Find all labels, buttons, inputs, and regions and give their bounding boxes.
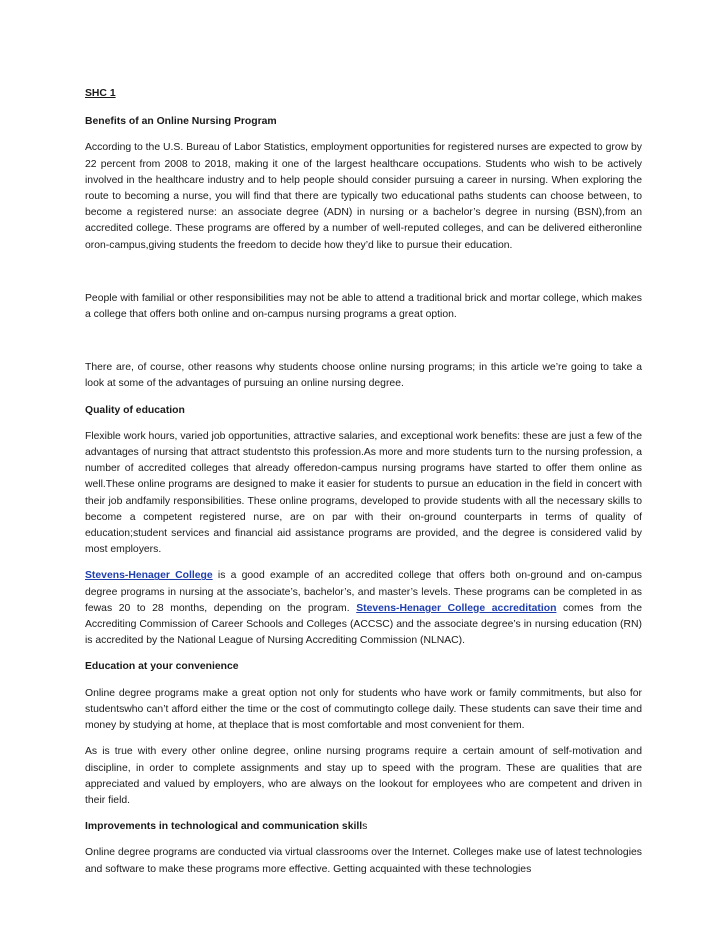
intro-paragraph: According to the U.S. Bureau of Labor Statistics, employment opportunities for registered nurses are expected to grow by 22 percent from 2008 to 2018, making it one of the largest healthcare occupations. Students who wish to be actively involved in the healthcare industry and to help people should consider pursuing a career in nursing. When exploring the route to becoming a nurse, you will find that there are typically two educational paths students can choose between, to become a registered nurse: an associate degree (ADN) in nursing or a bachelor’s degree in nursing (BSN),from an accredited college. These programs are offered by a number of well-reputed colleges, and can be delivered eitheronline oron-campus,giving students the freedom to decide how they’d like to pursue their education. xyxy=(85,142,642,251)
stevens-text-2: comes from the Accrediting Commission of Career Schools and Colleges (ACCSC) and the associate degree’s in nursing education (RN) is accredited by the National League of Nursing Accrediting Commission (NLNAC). xyxy=(85,602,642,647)
heading-quality-of-education: Quality of education xyxy=(85,404,185,416)
document-page xyxy=(85,86,642,878)
heading-tech-tail: s xyxy=(362,821,368,833)
heading-education-convenience: Education at your convenience xyxy=(85,661,239,673)
document-code: SHC 1 xyxy=(85,88,116,99)
technology-paragraph: Online degree programs are conducted via virtual classrooms over the Internet. Colleges make use of latest technologies and software to make these programs more effective. Getting acquainted with these technologies xyxy=(85,847,642,875)
stevens-henager-college-link[interactable]: Stevens-Henager College xyxy=(85,570,213,582)
quality-paragraph: Flexible work hours, varied job opportunities, attractive salaries, and exceptional work benefits: these are just a few of the advantages of nursing that attract studentsto this profession.As more and more students turn to the nursing profession, a number of accredited colleges that already offeredon-campus nursing programs have started to offer them online as well.These online programs are designed to make it easier for students to pursue an education in the field in concert with their job andfamily responsibilities. These online programs, developed to provide students with all the necessary skills to become a competent registered nurse, are on par with their on-ground counterparts in terms of quality of education;student services and financial aid assistance programs are provided, and the degree is considered valid by most employers. xyxy=(85,430,642,556)
convenience-paragraph: Online degree programs make a great option not only for students who have work or family commitments, but also for studentswho can’t afford either the time or the cost of commutingto college daily. These students can save their time and money by studying at home, at theplace that is most comfortable and most convenient for them. xyxy=(85,687,642,732)
stevens-paragraph xyxy=(85,568,642,649)
heading-technological-skills xyxy=(85,819,642,835)
heading-tech-bold: Improvements in technological and communication skill xyxy=(85,821,363,833)
stevens-text-1: is a good example of an accredited college that offers both on-ground and on-campus degree programs in nursing at the associate’s, bachelor’s, and master’s levels. These programs can be completed in as fewas 20 to 28 months, depending on the program. xyxy=(85,570,643,614)
reasons-paragraph: There are, of course, other reasons why students choose online nursing programs; in this article we’re going to take a look at some of the advantages of pursuing an online nursing degree. xyxy=(85,362,642,390)
stevens-accreditation-link[interactable]: Stevens-Henager College accreditation xyxy=(356,602,557,614)
self-motivation-paragraph: As is true with every other online degree, online nursing programs require a certain amount of self-motivation and discipline, in order to complete assignments and stay up to speed with the program. These are qualities that are appreciated and valued by employers, who are always on the lookout for employees who are competent and driven in their field. xyxy=(85,746,642,806)
familial-paragraph: People with familial or other responsibilities may not be able to attend a traditional brick and mortar college, which makes a college that offers both online and on-campus nursing programs a great option. xyxy=(85,292,642,321)
document-title: Benefits of an Online Nursing Program xyxy=(85,116,277,128)
